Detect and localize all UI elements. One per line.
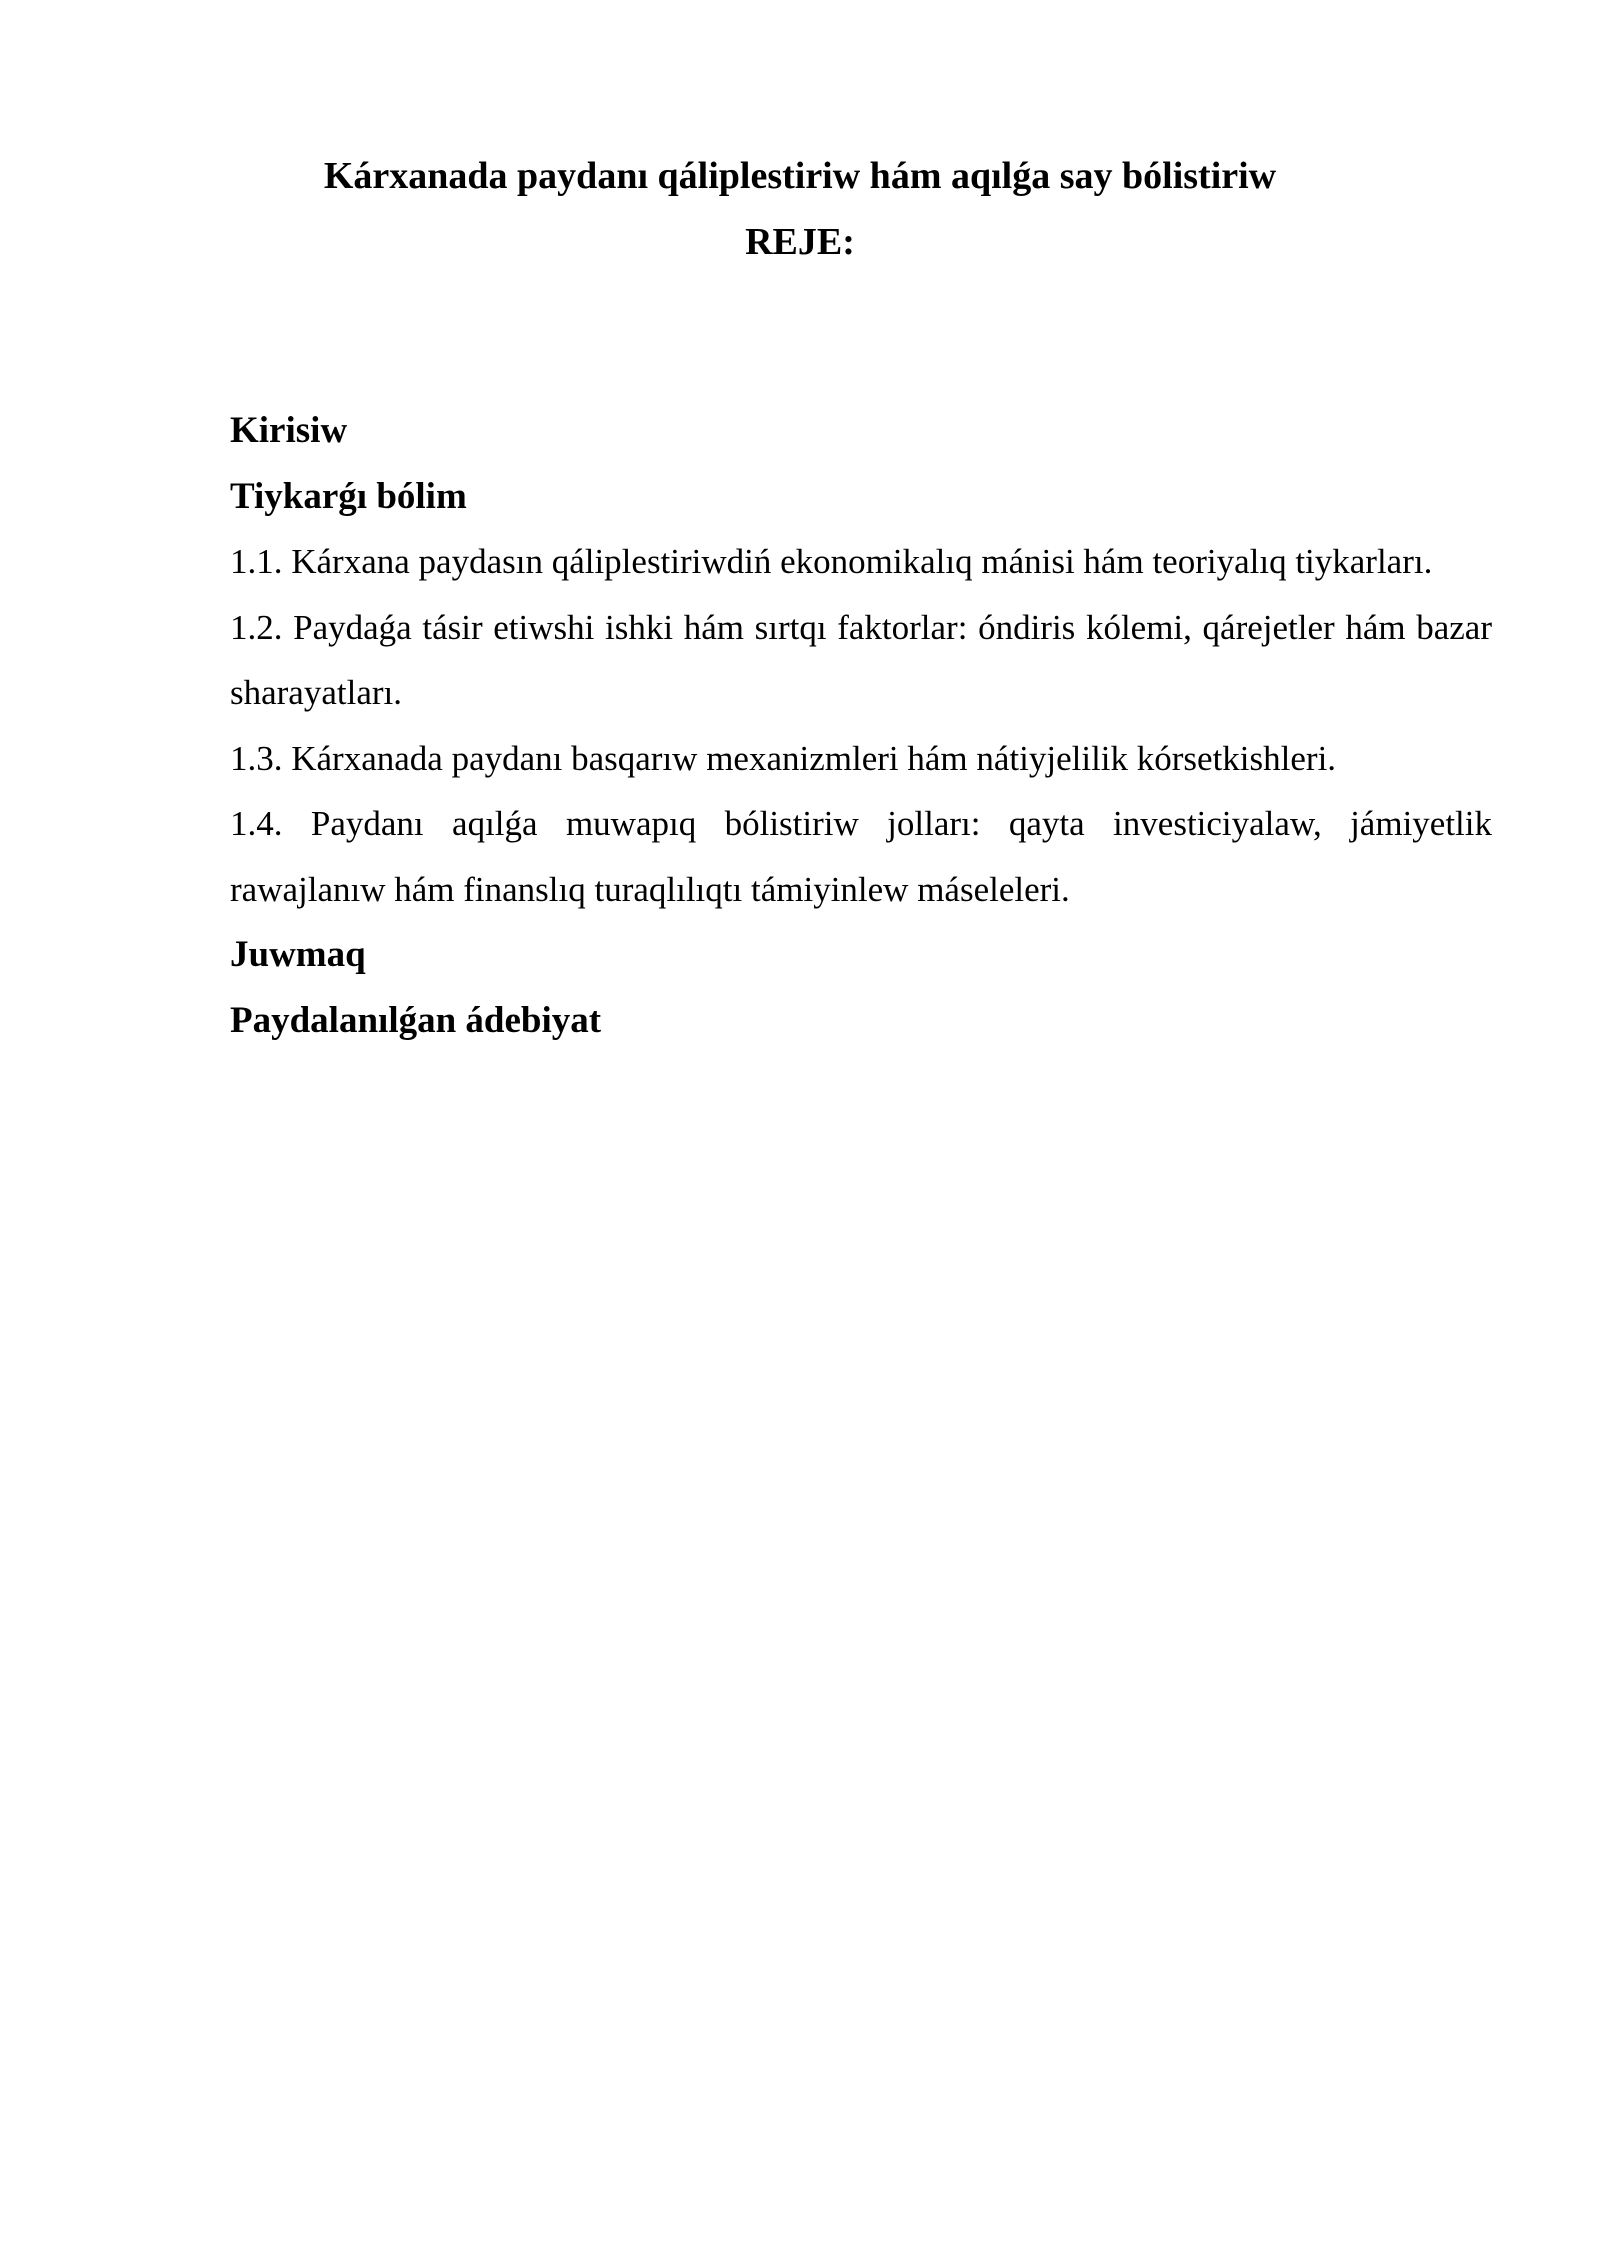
section-conclusion: Juwmaq [230, 934, 366, 975]
section-main: Tiykarǵı bólim [230, 475, 467, 517]
plan-heading: REJE: [745, 221, 855, 263]
plan-item-1-4: 1.4. Paydanı aqılǵa muwapıq bólistiriw jolları: qayta investiciyalaw, jámiyetlik rawajlanıw hám finanslıq turaqlılıqtı támiyinlew máseleleri. [230, 804, 1492, 909]
plan-item-1-3: 1.3. Kárxanada paydanı basqarıw mexanizmleri hám nátiyjelilik kórsetkishleri. [230, 738, 1337, 778]
section-intro: Kirisiw [230, 410, 348, 451]
plan-list [230, 398, 1492, 1053]
plan-item-1-1: 1.1. Kárxana paydasın qáliplestiriwdiń ekonomikalıq mánisi hám teoriyalıq tiykarları. [230, 542, 1433, 581]
section-references: Paydalanılǵan ádebiyat [230, 999, 602, 1041]
document-title: Kárxanada paydanı qáliplestiriw hám aqılǵa say bólistiriw [323, 155, 1277, 197]
plan-item-1-2: 1.2. Paydaǵa tásir etiwshi ishki hám sırtqı faktorlar: óndiris kólemi, qárejetler hám bazar sharayatları. [230, 607, 1492, 712]
